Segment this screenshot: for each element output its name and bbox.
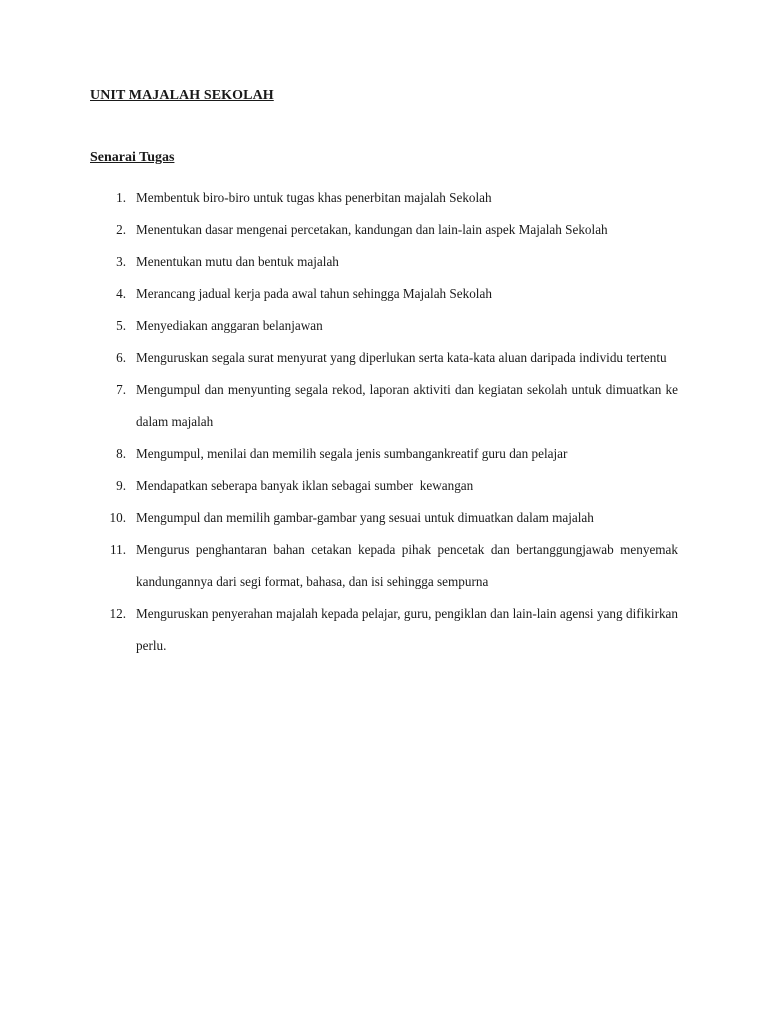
list-item: [90, 246, 678, 278]
list-item: [90, 342, 678, 374]
list-item-text: Mengurus penghantaran bahan cetakan kepada pihak pencetak dan bertanggungjawab menyemak kandungannya dari segi format, bahasa, dan isi sehingga sempurna: [136, 542, 678, 589]
task-list: [90, 182, 678, 662]
list-item: [90, 502, 678, 534]
list-item-number: 8.: [116, 446, 126, 461]
list-item: [90, 374, 678, 438]
list-item-number: 6.: [116, 350, 126, 365]
list-item-text: Menentukan dasar mengenai percetakan, kandungan dan lain-lain aspek Majalah Sekolah: [136, 222, 608, 237]
list-item-text: Menguruskan segala surat menyurat yang diperlukan serta kata-kata aluan daripada individu tertentu: [136, 350, 667, 365]
list-item-text: Mengumpul dan menyunting segala rekod, laporan aktiviti dan kegiatan sekolah untuk dimuatkan ke dalam majalah: [136, 382, 678, 429]
list-item: [90, 534, 678, 598]
list-item-number: 2.: [116, 222, 126, 237]
list-item-text: Membentuk biro-biro untuk tugas khas penerbitan majalah Sekolah: [136, 190, 492, 205]
list-item-text: Mengumpul, menilai dan memilih segala jenis sumbangankreatif guru dan pelajar: [136, 446, 568, 461]
list-item-text: Menyediakan anggaran belanjawan: [136, 318, 323, 333]
list-item-number: 9.: [116, 478, 126, 493]
list-item-number: 11.: [110, 542, 126, 557]
list-item: [90, 182, 678, 214]
list-item: [90, 598, 678, 662]
list-item-number: 5.: [116, 318, 126, 333]
list-item-text: Mengumpul dan memilih gambar-gambar yang sesuai untuk dimuatkan dalam majalah: [136, 510, 594, 525]
list-item-number: 7.: [116, 382, 126, 397]
list-item-text: Merancang jadual kerja pada awal tahun sehingga Majalah Sekolah: [136, 286, 492, 301]
list-item: [90, 310, 678, 342]
list-item-text: Mendapatkan seberapa banyak iklan sebagai sumber kewangan: [136, 478, 474, 493]
list-item: [90, 278, 678, 310]
list-item-text: Menentukan mutu dan bentuk majalah: [136, 254, 339, 269]
list-item-number: 3.: [116, 254, 126, 269]
page-title: UNIT MAJALAH SEKOLAH: [90, 88, 274, 103]
list-item-number: 4.: [116, 286, 126, 301]
list-item-number: 12.: [109, 606, 126, 621]
list-item-number: 1.: [116, 190, 126, 205]
section-title: Senarai Tugas: [90, 150, 175, 165]
list-item: [90, 438, 678, 470]
list-item-text: Menguruskan penyerahan majalah kepada pelajar, guru, pengiklan dan lain-lain agensi yang difikirkan perlu.: [136, 606, 678, 653]
list-item-number: 10.: [109, 510, 126, 525]
list-item: [90, 470, 678, 502]
list-item: [90, 214, 678, 246]
